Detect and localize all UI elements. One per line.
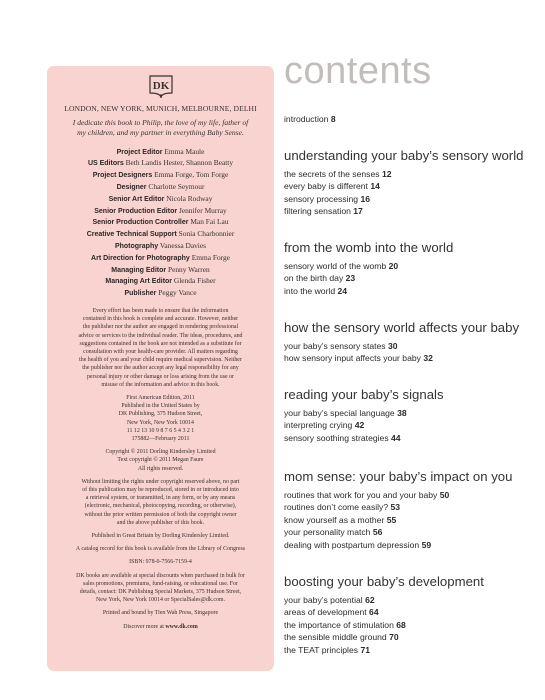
credit-row <box>55 288 266 300</box>
toc-section-heading[interactable]: understanding your baby’s sensory world <box>284 148 524 163</box>
toc-entry[interactable] <box>284 607 379 617</box>
toc-entry-page: 64 <box>369 607 379 618</box>
edition-line: New York, New York 10014 <box>127 419 194 426</box>
credit-role: Senior Production Controller <box>92 219 189 227</box>
edition-line: Published in the United States by <box>121 403 200 410</box>
toc-entry[interactable] <box>284 194 370 204</box>
disclaimer-line: Every effort has been made to ensure that the information <box>92 307 229 314</box>
toc-entry-page: 71 <box>360 644 370 655</box>
credit-name: Emma Maule <box>164 146 205 156</box>
credit-row <box>55 147 266 159</box>
credit-role: Photography <box>114 242 159 250</box>
toc-entry-page: 16 <box>360 193 370 204</box>
edition-line: 11 12 13 10 9 8 7 6 5 4 3 2 1 <box>126 427 195 434</box>
edition-line: 175882—February 2011 <box>131 436 190 442</box>
toc-entry-page: 8 <box>330 114 336 124</box>
toc-entry-page: 12 <box>381 169 392 179</box>
credit-name: Glenda Fisher <box>173 276 216 286</box>
toc-entry[interactable] <box>284 502 400 512</box>
credit-row <box>55 194 266 206</box>
toc-entry-title: introduction <box>284 114 329 124</box>
toc-entry-title: the TEAT principles <box>284 644 359 655</box>
credit-name: Beth Landis Hester, Shannon Beatty <box>125 158 234 168</box>
toc-entry-title: dealing with postpartum depression <box>284 539 420 550</box>
toc-section-heading[interactable]: from the womb into the world <box>284 240 454 255</box>
credit-name: Nicola Rodway <box>166 193 213 203</box>
rights-line: (electronic, mechanical, photocopying, recording, or otherwise), <box>84 503 237 510</box>
toc-entry-title: know yourself as a mother <box>284 514 385 525</box>
dedication: I dedicate this book to Philip, the love of my life, father of my children, and my partner in everything Baby Sense. <box>72 118 249 138</box>
toc-entry-title: your personality match <box>284 527 371 538</box>
credit-row <box>55 206 266 218</box>
imprint-panel <box>47 66 274 671</box>
credit-row <box>55 217 266 229</box>
copyright-line: All rights reserved. <box>137 465 184 472</box>
rights-line: without the prior written permission of both the copyright owner <box>84 511 237 518</box>
toc-entry-title: sensory processing <box>284 193 359 204</box>
toc-entry-title: on the birth day <box>284 273 344 284</box>
toc-entry-title: sensory soothing strategies <box>284 432 389 443</box>
credit-role: Project Designers <box>92 172 153 180</box>
toc-entry-page: 50 <box>439 490 450 500</box>
toc-entry-page: 56 <box>372 527 383 538</box>
toc-entry-page: 68 <box>396 619 406 630</box>
toc-section-heading[interactable]: reading your baby’s signals <box>284 387 444 402</box>
credits-list <box>55 147 266 300</box>
rights-line: a retrieval system, or transmitted, in any form, or by any means <box>85 495 236 502</box>
credit-role: Managing Art Editor <box>105 278 173 286</box>
toc-entry-page: 23 <box>345 273 356 284</box>
disclaimer-line: the health of you and your child require medical supervision. Neither <box>79 357 242 364</box>
special-sales <box>55 572 266 605</box>
credit-role: Senior Production Editor <box>94 207 178 215</box>
toc-entry-page: 44 <box>391 432 401 443</box>
toc-entry[interactable] <box>284 286 347 296</box>
toc-entry-page: 59 <box>421 539 432 550</box>
toc-entry-title: every baby is different <box>284 181 368 192</box>
special-line: details, contact: DK Publishing Special Markets, 375 Hudson Street, <box>79 589 242 596</box>
toc-entry-title: the importance of stimulation <box>284 619 394 630</box>
disclaimer-line: suggestions contained in the book are not intended as a substitute for <box>79 340 242 347</box>
credit-name: Vanessa Davies <box>159 240 207 250</box>
toc-entry-page: 32 <box>423 353 433 364</box>
toc-entry[interactable] <box>284 595 375 605</box>
toc-entry-page: 20 <box>388 261 399 271</box>
credit-name: Peggy Vance <box>158 288 197 298</box>
credit-role: Project Editor <box>116 148 163 156</box>
toc-entry-title: into the world <box>284 285 336 296</box>
credit-role: Art Direction for Photography <box>91 254 190 262</box>
toc-entry-page: 53 <box>390 502 401 513</box>
toc-entry[interactable] <box>284 420 364 430</box>
toc-entry-title: sensory world of the womb <box>284 261 387 271</box>
disclaimer-line: misuse of the information and advice in this book. <box>101 381 220 388</box>
toc-entry[interactable] <box>284 169 392 179</box>
toc-entry-page: 30 <box>387 341 398 351</box>
credit-name: Penny Warren <box>167 264 210 274</box>
toc-entry-title: how sensory input affects your baby <box>284 353 421 364</box>
disclaimer-line: contained in this book is complete and accurate. However, neither <box>82 316 239 323</box>
toc-entry[interactable] <box>284 490 449 500</box>
toc-entry-title: the sensible middle ground <box>284 632 387 643</box>
dk-logo-icon <box>147 74 175 100</box>
toc-entry-page: 62 <box>365 595 375 605</box>
edition-line: First American Edition, 2011 <box>126 394 195 401</box>
toc-entry[interactable] <box>284 433 401 443</box>
credit-row <box>55 229 266 241</box>
discover-more: Discover more at www.dk.com <box>123 623 198 630</box>
credit-name: Emma Forge, Tom Forge <box>154 170 229 180</box>
edition-line: DK Publishing, 375 Hudson Street, <box>118 411 203 418</box>
contents-title: contents <box>284 50 432 92</box>
toc-entry[interactable] <box>284 206 363 216</box>
toc-entry-title: interpreting crying <box>284 420 353 431</box>
credit-role: Publisher <box>124 290 157 298</box>
toc-entry-title: your baby’s special language <box>284 408 395 418</box>
credit-name: Charlotte Seymour <box>148 181 205 191</box>
disclaimer <box>55 307 266 389</box>
rights-line: Without limiting the rights under copyright reserved above, no part <box>81 478 240 485</box>
toc-entry-title: areas of development <box>284 607 367 618</box>
catalog-record: A catalog record for this book is available from the Library of Congress <box>75 546 246 553</box>
rights-notice <box>55 478 266 527</box>
edition-info <box>55 394 266 443</box>
credit-role: US Editors <box>87 160 124 168</box>
toc-entry-title: routines don’t come easily? <box>284 502 389 513</box>
credit-name: Man Fai Lau <box>190 217 229 227</box>
disclaimer-line: consultation with your health-care provider. All matters regarding <box>83 348 238 355</box>
credit-role: Senior Art Editor <box>108 195 165 203</box>
toc-entry-title: routines that work for you and your baby <box>284 490 438 500</box>
rights-line: of this publication may be reproduced, stored in or introduced into <box>82 487 239 494</box>
copyright-info <box>55 448 266 473</box>
special-line: sales promotions, premiums, fund-raising, or educational use. For <box>83 580 238 587</box>
credit-name: Jennifer Murray <box>178 205 227 215</box>
toc-section-heading[interactable]: boosting your baby’s development <box>284 574 484 589</box>
toc-entry-title: the secrets of the senses <box>284 169 380 179</box>
credit-row <box>55 158 266 170</box>
gb-publication: Published in Great Britain by Dorling Kindersley Limited. <box>91 533 230 540</box>
toc-entry[interactable] <box>284 181 380 191</box>
disclaimer-line: the publisher nor the author accept any legal responsibility for any <box>82 365 239 372</box>
credit-role: Managing Editor <box>111 266 167 274</box>
isbn: ISBN: 978-0-7566-7159-4 <box>129 559 192 566</box>
copyright-line: Text copyright © 2011 Megan Faure <box>117 457 204 464</box>
toc-entry-title: filtering sensation <box>284 206 351 217</box>
toc-entry[interactable] <box>284 620 406 630</box>
publisher-cities: LONDON, NEW YORK, MUNICH, MELBOURNE, DELHI <box>64 104 257 113</box>
credit-role: Creative Technical Support <box>86 231 177 239</box>
toc-entry-title: your baby’s sensory states <box>284 341 386 351</box>
toc-entry-page: 14 <box>370 181 380 192</box>
credit-row <box>55 265 266 277</box>
toc-entry-page: 42 <box>354 420 365 431</box>
toc-entry-page: 24 <box>337 285 348 296</box>
disclaimer-line: the publisher nor the author are engaged in rendering professional <box>82 324 239 331</box>
special-line: New York, New York 10014 or SpecialSales@dk.com. <box>96 597 225 604</box>
toc-entry[interactable] <box>284 353 433 363</box>
toc-entry[interactable] <box>284 515 396 525</box>
toc-entry-page: 38 <box>397 408 407 418</box>
toc-entry[interactable] <box>284 273 355 283</box>
toc-entry[interactable] <box>284 261 398 271</box>
toc-entry[interactable] <box>284 114 336 124</box>
toc-entry[interactable] <box>284 540 431 550</box>
toc-entry-page: 17 <box>353 206 363 217</box>
credit-role: Designer <box>116 183 147 191</box>
toc-entry-title: your baby’s potential <box>284 595 363 605</box>
disclaimer-line: advice or services to the individual reader. The ideas, procedures, and <box>78 332 243 339</box>
toc-entry-page: 70 <box>389 632 399 643</box>
toc-entry[interactable] <box>284 527 382 537</box>
disclaimer-line: personal injury or other damage or loss arising from the use or <box>86 373 235 380</box>
toc-entry[interactable] <box>284 341 398 351</box>
toc-entry[interactable] <box>284 632 399 642</box>
dk-logo-text: DK <box>152 80 169 92</box>
credit-row <box>55 253 266 265</box>
credit-name: Sonia Charbonnier <box>178 229 235 239</box>
printer-info: Printed and bound by Tien Wah Press, Singapore <box>102 610 219 617</box>
toc-entry[interactable] <box>284 645 370 655</box>
rights-line: and the above publisher of this book. <box>116 519 205 526</box>
credit-name: Emma Forge <box>191 252 230 262</box>
special-line: DK books are available at special discounts when purchased in bulk for <box>76 572 245 579</box>
copyright-line: Copyright © 2011 Dorling Kindersley Limited <box>105 449 216 456</box>
website-link[interactable]: www.dk.com <box>165 623 198 630</box>
toc-entry-page: 55 <box>386 514 397 525</box>
toc-section-heading[interactable]: how the sensory world affects your baby <box>284 320 520 335</box>
credit-row <box>55 241 266 253</box>
credit-row <box>55 170 266 182</box>
credit-row <box>55 276 266 288</box>
toc-entry[interactable] <box>284 408 407 418</box>
toc-section-heading[interactable]: mom sense: your baby’s impact on you <box>284 469 513 484</box>
credit-row <box>55 182 266 194</box>
